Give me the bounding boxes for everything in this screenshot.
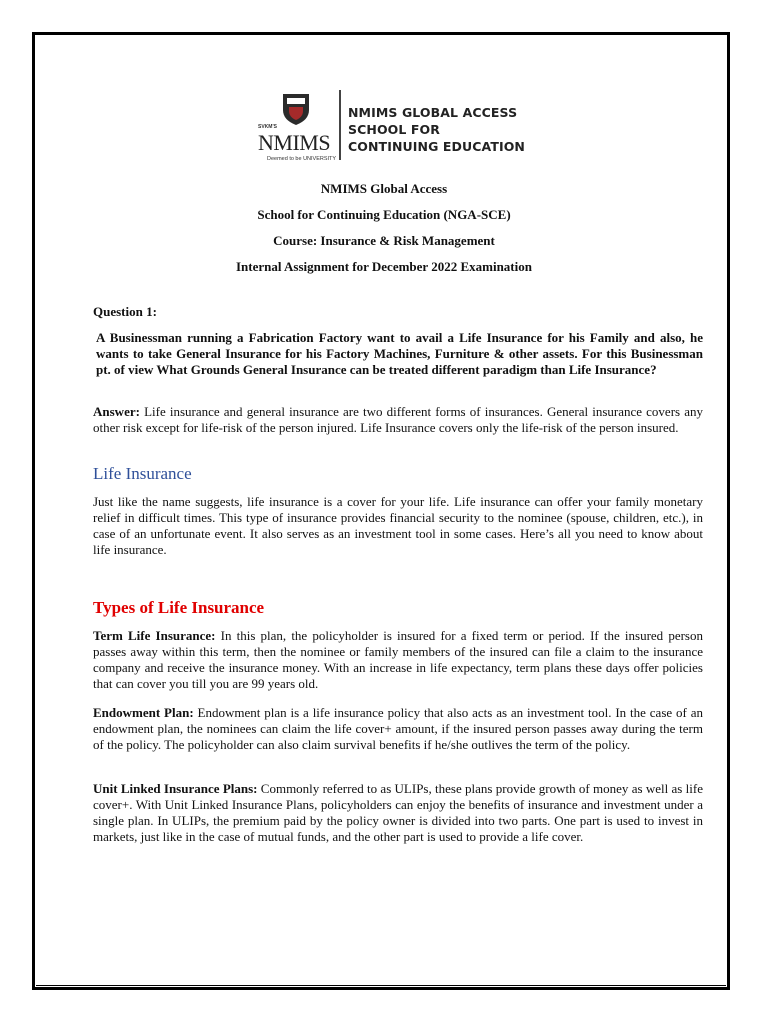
ulip-label: Unit Linked Insurance Plans: (93, 781, 258, 796)
ulip-text: Commonly referred to as ULIPs, these plans provide growth of money as well as life cover+. With Unit Linked Insurance Plans, policyholders can enjoy the benefits of insurance and investment under a single plan. In ULIPs, the premium paid by the policy owner is divided into two parts. One part is used to invest in markets, just like in the case of mutual funds, and the other part is used to provide a life cover. (93, 781, 703, 844)
deemed-university-label: Deemed to be UNIVERSITY (267, 156, 337, 162)
svkm-label: SVKM'S (258, 124, 277, 130)
header-line-3: Course: Insurance & Risk Management (273, 233, 495, 248)
logo-line-2: SCHOOL FOR (348, 122, 440, 137)
term-life-label: Term Life Insurance: (93, 628, 216, 643)
answer-paragraph (93, 404, 703, 436)
nmims-logo (249, 86, 525, 166)
answer-text: Life insurance and general insurance are two different forms of insurances. General insurance covers any other risk except for life-risk of the person injured. Life Insurance covers only the life-risk of the person insured. (93, 404, 703, 435)
life-insurance-paragraph: Just like the name suggests, life insurance is a cover for your life. Life insurance can offer your family monetary relief in difficult times. This type of insurance provides financial security to the nominee (spouse, children, etc.), in case of an unfortunate event. It also serves as an investment tool in some cases. Here’s all you need to know about life insurance. (93, 494, 703, 557)
question-label: Question 1: (93, 304, 157, 319)
life-insurance-heading: Life Insurance (93, 464, 192, 483)
ulip-paragraph (93, 781, 703, 845)
header-line-4: Internal Assignment for December 2022 Examination (236, 259, 532, 274)
header-line-1: NMIMS Global Access (320, 181, 448, 196)
logo-line-3: CONTINUING EDUCATION (348, 139, 525, 154)
header-line-2: School for Continuing Education (NGA-SCE) (257, 207, 511, 222)
shield-icon (281, 92, 311, 126)
types-heading: Types of Life Insurance (93, 598, 265, 617)
logo-divider (339, 90, 341, 160)
endowment-paragraph (93, 705, 703, 753)
logo-line-1: NMIMS GLOBAL ACCESS (348, 105, 518, 120)
question-text: A Businessman running a Fabrication Factory want to avail a Life Insurance for his Family and also, he wants to take General Insurance for his Factory Machines, Furniture & other assets. For this Businessman pt. of view What Grounds General Insurance can be treated different paradigm than Life Insurance? (96, 330, 703, 377)
endowment-text: Endowment plan is a life insurance policy that also acts as an investment tool. In the case of an endowment plan, the nominees can claim the life cover+ amount, if the insured person passes away during the term of the policy. The policyholder can also claim survival benefits if he/she outlives the term of the policy. (93, 705, 703, 752)
nmims-wordmark: NMIMS (258, 130, 331, 155)
endowment-label: Endowment Plan: (93, 705, 194, 720)
logo-text (348, 104, 525, 155)
nmims-emblem (249, 86, 337, 166)
term-life-paragraph (93, 628, 703, 692)
answer-label: Answer: (93, 404, 140, 419)
term-life-text: In this plan, the policyholder is insured for a fixed term or period. If the insured person passes away within this term, then the nominee or family members of the insured can file a claim to the insurance company and receive the insurance money. With an increase in life expectancy, term plans these days offer policies that can cover you till you are 99 years old. (93, 628, 703, 691)
